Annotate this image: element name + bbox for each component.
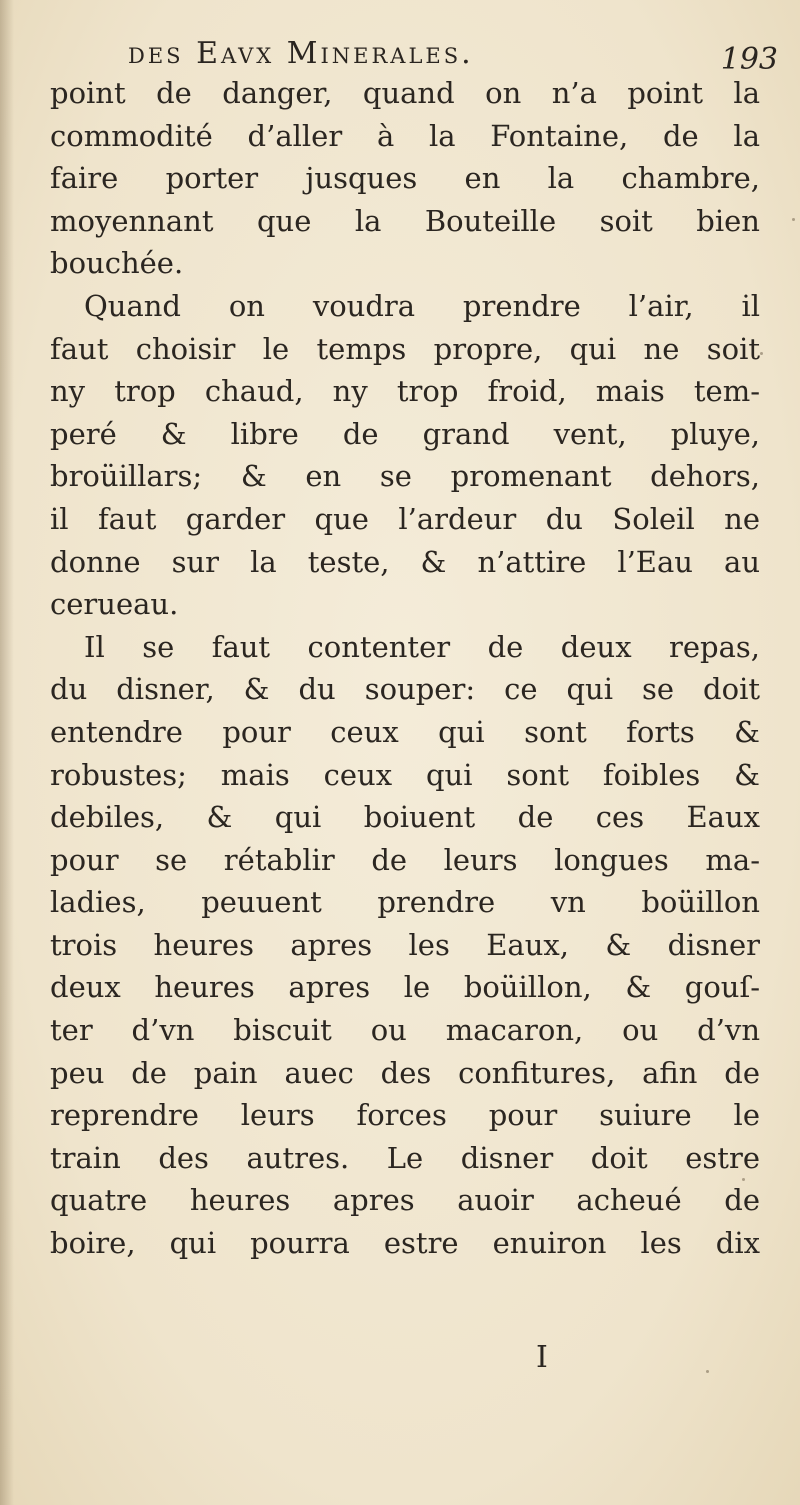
text-line: train des autres. Le disner doit estre bbox=[50, 1140, 760, 1175]
text-line: faire porter jusques en la chambre, bbox=[50, 161, 760, 196]
text-line: cerueau. bbox=[50, 587, 179, 622]
page-number: 193 bbox=[720, 42, 778, 77]
paper-speck bbox=[760, 352, 763, 355]
text-line: bouchée. bbox=[50, 246, 184, 281]
text-line: moyennant que la Bouteille soit bien bbox=[50, 203, 760, 238]
text-line: peré & libre de grand vent, pluye, bbox=[50, 416, 760, 451]
text-line: debiles, & qui boiuent de ces Eaux bbox=[50, 800, 760, 835]
text-line: robustes; mais ceux qui sont foibles & bbox=[50, 757, 760, 792]
text-line: quatre heures apres auoir acheué de bbox=[50, 1183, 760, 1218]
text-line: Il se faut contenter de deux repas, bbox=[84, 629, 760, 664]
paper-speck bbox=[706, 1370, 709, 1373]
body-text bbox=[50, 72, 760, 1265]
text-line: ladies, peuuent prendre vn boüillon bbox=[50, 885, 760, 920]
text-line: du disner, & du souper: ce qui se doit bbox=[50, 672, 760, 707]
text-line: donne sur la teste, & n’attire l’Eau au bbox=[50, 544, 760, 579]
text-line: faut choisir le temps propre, qui ne soit bbox=[50, 331, 760, 366]
text-line: trois heures apres les Eaux, & disner bbox=[50, 927, 760, 962]
signature-mark: I bbox=[536, 1340, 548, 1375]
running-title: des Eavx Minerales. bbox=[128, 36, 474, 71]
paper-speck bbox=[792, 218, 795, 221]
text-line: peu de pain auec des confitures, afin de bbox=[50, 1055, 760, 1090]
text-line: deux heures apres le boüillon, & gouſ- bbox=[50, 970, 760, 1005]
text-line: reprendre leurs forces pour suiure le bbox=[50, 1098, 760, 1133]
page-gutter-shadow bbox=[0, 0, 14, 1505]
text-line: boire, qui pourra estre enuiron les dix bbox=[50, 1226, 760, 1261]
text-line: commodité d’aller à la Fontaine, de la bbox=[50, 118, 760, 153]
text-line: pour se rétablir de leurs longues ma- bbox=[50, 842, 760, 877]
text-line: broüillars; & en se promenant dehors, bbox=[50, 459, 760, 494]
text-line: entendre pour ceux qui sont forts & bbox=[50, 714, 760, 749]
text-line: point de danger, quand on n’a point la bbox=[50, 76, 760, 110]
text-line: ny trop chaud, ny trop froid, mais tem- bbox=[50, 374, 760, 409]
paper-speck bbox=[742, 1178, 745, 1181]
text-line: il faut garder que l’ardeur du Soleil ne bbox=[50, 501, 760, 536]
text-line: ter d’vn biscuit ou macaron, ou d’vn bbox=[50, 1013, 760, 1048]
text-line: Quand on voudra prendre l’air, il bbox=[84, 288, 760, 323]
